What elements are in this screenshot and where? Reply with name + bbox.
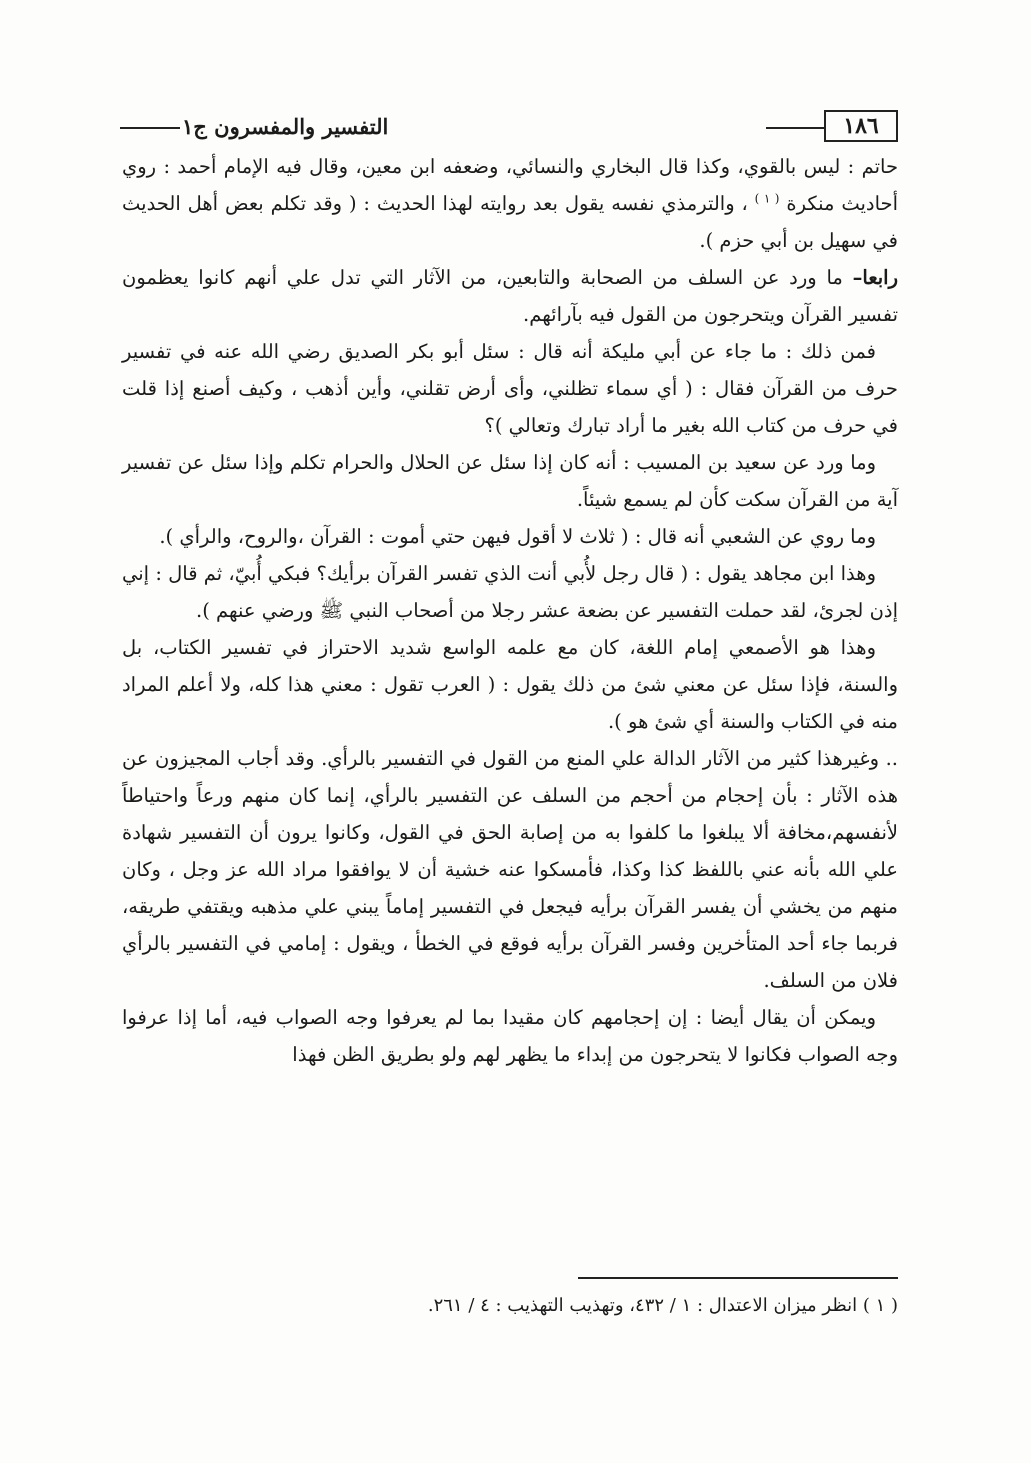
footnote-reference: ( ١ ) xyxy=(754,191,780,206)
header-rule-right xyxy=(766,127,826,129)
paragraph-3: فمن ذلك : ما جاء عن أبي مليكة أنه قال : سئل أبو بكر الصديق رضي الله عنه في تفسير حرف من القرآن فقال : ( أي سماء تظلني، وأى أرض تقلني، وأين أذهب ، وكيف أصنع إذا قلت في حرف من كتاب الله بغير ما أراد تبارك وتعالي )؟ xyxy=(122,340,898,437)
page-number: ١٨٦ xyxy=(824,110,898,142)
page-header xyxy=(120,108,898,144)
paragraph-1 xyxy=(122,148,898,259)
paragraph-1-text-before: حاتم : ليس بالقوي، وكذا قال البخاري والنسائي، وضعفه ابن معين، وقال فيه الإمام أحمد : روي أحاديث منكرة xyxy=(122,155,899,215)
book-title: التفسير والمفسرون ج١ xyxy=(182,114,389,139)
paragraph-2-lead: رابعا– xyxy=(852,266,898,289)
paragraph-7: وهذا هو الأصمعي إمام اللغة، كان مع علمه الواسع شديد الاحتراز في تفسير الكتاب، بل والسنة، فإذا سئل عن معني شئ من ذلك يقول : ( العرب تقول : معني هذا كله، ولا أعلم المراد منه في الكتاب والسنة أي شئ هو ). xyxy=(122,636,898,733)
paragraph-9: ويمكن أن يقال أيضا : إن إحجامهم كان مقيدا بما لم يعرفوا وجه الصواب فيه، أما إذا عرفوا وجه الصواب فكانوا لا يتحرجون من إبداء ما يظهر لهم ولو بطريق الظن فهذا xyxy=(122,1006,898,1066)
paragraph-5: وما روي عن الشعبي أنه قال : ( ثلاث لا أقول فيهن حتي أموت : القرآن ،والروح، والرأي ). xyxy=(159,525,876,548)
paragraph-4: وما ورد عن سعيد بن المسيب : أنه كان إذا سئل عن الحلال والحرام تكلم وإذا سئل عن تفسير آية من القرآن سكت كأن لم يسمع شيئاً. xyxy=(122,451,898,511)
footnote: ( ١ ) انظر ميزان الاعتدال : ١ / ٤٣٢، وتهذيب التهذيب : ٤ / ٢٦١. xyxy=(427,1295,898,1316)
header-rule-left xyxy=(120,127,180,129)
paragraph-8: .. وغيرهذا كثير من الآثار الدالة علي المنع من القول في التفسير بالرأي. وقد أجاب المجيزون عن هذه الآثار : بأن إحجام من أحجم من السلف عن التفسير بالرأي، إنما كان منهم ورعاً واحتياطاً لأنفسهم،مخافة ألا يبلغوا ما كلفوا به من إصابة الحق في القول، وكانوا يرون أن التفسير شهادة علي الله بأنه عني باللفظ كذا وكذا، فأمسكوا عنه خشية أن لا يوافقوا مراد الله عز وجل ، وكان منهم من يخشي أن يفسر القرآن برأيه فيجعل في التفسير إماماً يبني علي مذهبه ويقتفي طريقه، فربما جاء أحد المتأخرين وفسر القرآن برأيه فوقع في الخطأ ، ويقول : إمامي في التفسير بالرأي فلان من السلف. xyxy=(122,747,899,992)
paragraph-6: وهذا ابن مجاهد يقول : ( قال رجل لأُبي أنت الذي تفسر القرآن برأيك؟ فبكي أُبيّ، ثم قال : إني إذن لجرئ، لقد حملت التفسير عن بضعة عشر رجلا من أصحاب النبي ﷺ ورضي عنهم ). xyxy=(122,562,898,622)
paragraph-2 xyxy=(122,259,898,333)
paragraph-1-text-after: ، والترمذي نفسه يقول بعد روايته لهذا الحديث : ( وقد تكلم بعض أهل الحديث في سهيل بن أبي حزم ). xyxy=(122,192,898,252)
footnote-divider xyxy=(578,1277,898,1279)
paragraph-2-text: ما ورد عن السلف من الصحابة والتابعين، من الآثار التي تدل علي أنهم كانوا يعظمون تفسير القرآن ويتحرجون من القول فيه بآرائهم. xyxy=(122,266,898,326)
body-text xyxy=(122,148,898,1073)
